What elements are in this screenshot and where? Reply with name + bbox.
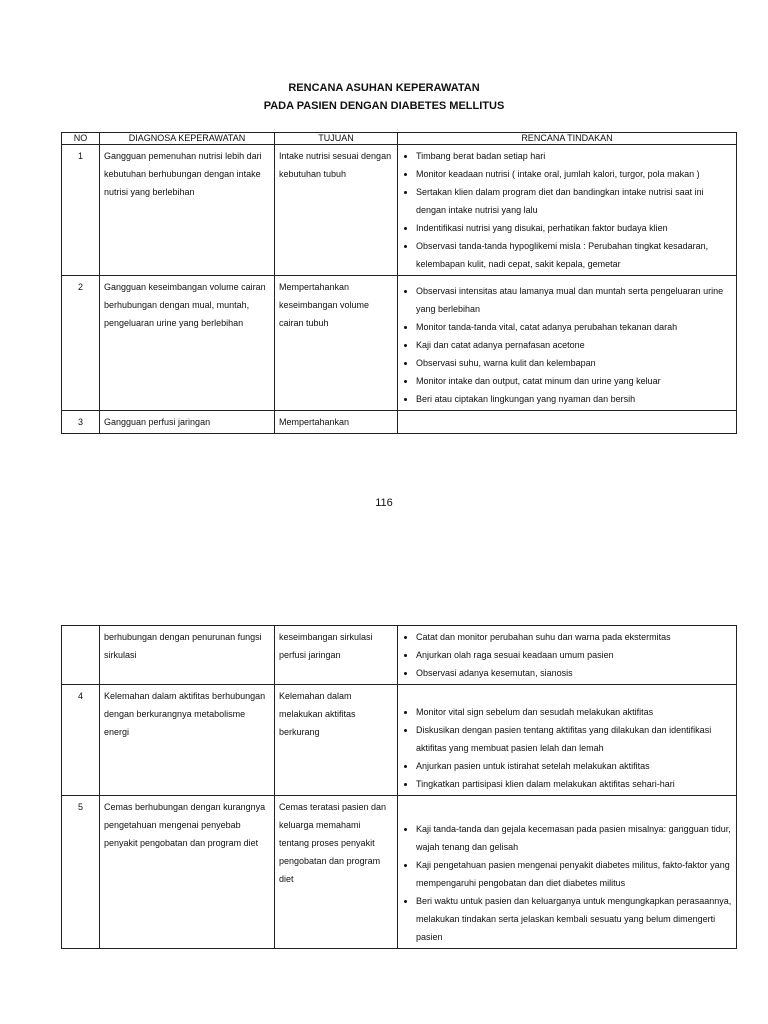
tindakan-cell <box>398 411 737 434</box>
list-item: • Monitor vital sign sebelum dan sesudah melakukan aktifitas <box>416 703 732 721</box>
tindakan-cell <box>398 145 737 276</box>
header-diagnosa: DIAGNOSA KEPERAWATAN <box>100 133 275 145</box>
diagnosa-cell: berhubungan dengan penurunan fungsi sirkulasi <box>100 626 275 685</box>
row-number: 3 <box>62 411 100 434</box>
list-item: • Beri atau ciptakan lingkungan yang nyaman dan bersih <box>416 390 732 408</box>
table-row <box>62 685 737 796</box>
header-tujuan: TUJUAN <box>275 133 398 145</box>
diagnosa-cell: Kelemahan dalam aktifitas berhubungan dengan berkurangnya metabolisme energi <box>100 685 275 796</box>
table-row <box>62 145 737 276</box>
list-item: • Monitor intake dan output, catat minum dan urine yang keluar <box>416 372 732 390</box>
page-number: 116 <box>375 497 393 509</box>
list-item: • Kaji pengetahuan pasien mengenai penyakit diabetes militus, fakto-faktor yang mempengaruhi pengobatan dan diet diabetes militus <box>416 856 732 892</box>
tujuan-cell: Kelemahan dalam melakukan aktifitas berkurang <box>275 685 398 796</box>
list-item: • Kaji dan catat adanya pernafasan acetone <box>416 336 732 354</box>
list-item: • Observasi tanda-tanda hypoglikemi misla : Perubahan tingkat kesadaran, kelembapan kulit, nadi cepat, sakit kepala, gemetar <box>416 237 732 273</box>
list-item: • Anjurkan pasien untuk istirahat setelah melakukan aktifitas <box>416 757 732 775</box>
row-number: 5 <box>62 796 100 949</box>
tujuan-cell: Intake nutrisi sesuai dengan kebutuhan tubuh <box>275 145 398 276</box>
list-item: • Observasi suhu, warna kulit dan kelembapan <box>416 354 732 372</box>
list-item: • Kaji tanda-tanda dan gejala kecemasan pada pasien misalnya: gangguan tidur, wajah tenang dan gelisah <box>416 820 732 856</box>
tindakan-list <box>402 820 732 946</box>
document-title: RENCANA ASUHAN KEPERAWATAN <box>288 82 480 94</box>
list-item: • Monitor tanda-tanda vital, catat adanya perubahan tekanan darah <box>416 318 732 336</box>
table-row <box>62 626 737 685</box>
tujuan-cell: keseimbangan sirkulasi perfusi jaringan <box>275 626 398 685</box>
diagnosa-cell: Gangguan pemenuhan nutrisi lebih dari kebutuhan berhubungan dengan intake nutrisi yang berlebihan <box>100 145 275 276</box>
row-number: 1 <box>62 145 100 276</box>
care-plan-table-page2 <box>61 625 737 949</box>
tujuan-cell: Mempertahankan <box>275 411 398 434</box>
care-plan-table-page1 <box>61 132 737 434</box>
list-item: • Diskusikan dengan pasien tentang aktifitas yang dilakukan dan identifikasi aktifitas yang membuat pasien lelah dan lemah <box>416 721 732 757</box>
list-item: • Beri waktu untuk pasien dan keluarganya untuk mengungkapkan perasaannya, melakukan tindakan serta jelaskan kembali sesuatu yang belum dimengerti pasien <box>416 892 732 946</box>
diagnosa-cell: Cemas berhubungan dengan kurangnya pengetahuan mengenai penyebab penyakit pengobatan dan program diet <box>100 796 275 949</box>
list-item: • Timbang berat badan setiap hari <box>416 147 732 165</box>
tindakan-cell <box>398 685 737 796</box>
list-item: • Tingkatkan partisipasi klien dalam melakukan aktifitas sehari-hari <box>416 775 732 793</box>
tindakan-cell <box>398 796 737 949</box>
tujuan-cell: Mempertahankan keseimbangan volume cairan tubuh <box>275 276 398 411</box>
list-item: • Observasi adanya kesemutan, sianosis <box>416 664 732 682</box>
tindakan-list <box>402 703 732 793</box>
list-item: • Indentifikasi nutrisi yang disukai, perhatikan faktor budaya klien <box>416 219 732 237</box>
tujuan-cell: Cemas teratasi pasien dan keluarga memahami tentang proses penyakit pengobatan dan program diet <box>275 796 398 949</box>
list-item: • Observasi intensitas atau lamanya mual dan muntah serta pengeluaran urine yang berlebihan <box>416 282 732 318</box>
table-header-row <box>62 133 737 145</box>
table-row <box>62 276 737 411</box>
header-no: NO <box>62 133 100 145</box>
tindakan-cell <box>398 276 737 411</box>
list-item: • Monitor keadaan nutrisi ( intake oral, jumlah kalori, turgor, pola makan ) <box>416 165 732 183</box>
tindakan-list <box>402 147 732 273</box>
table-row <box>62 411 737 434</box>
header-tindakan: RENCANA TINDAKAN <box>398 133 737 145</box>
list-item: • Catat dan monitor perubahan suhu dan warna pada ekstermitas <box>416 628 732 646</box>
table-row <box>62 796 737 949</box>
tindakan-list <box>402 282 732 408</box>
list-item: • Sertakan klien dalam program diet dan bandingkan intake nutrisi saat ini dengan intake nutrisi yang lalu <box>416 183 732 219</box>
diagnosa-cell: Gangguan keseimbangan volume cairan berhubungan dengan mual, muntah, pengeluaran urine yang berlebihan <box>100 276 275 411</box>
tindakan-cell <box>398 626 737 685</box>
diagnosa-cell: Gangguan perfusi jaringan <box>100 411 275 434</box>
list-item: • Anjurkan olah raga sesuai keadaan umum pasien <box>416 646 732 664</box>
tindakan-list <box>402 628 732 682</box>
document-subtitle: PADA PASIEN DENGAN DIABETES MELLITUS <box>263 100 505 112</box>
row-number: 4 <box>62 685 100 796</box>
row-number <box>62 626 100 685</box>
row-number: 2 <box>62 276 100 411</box>
